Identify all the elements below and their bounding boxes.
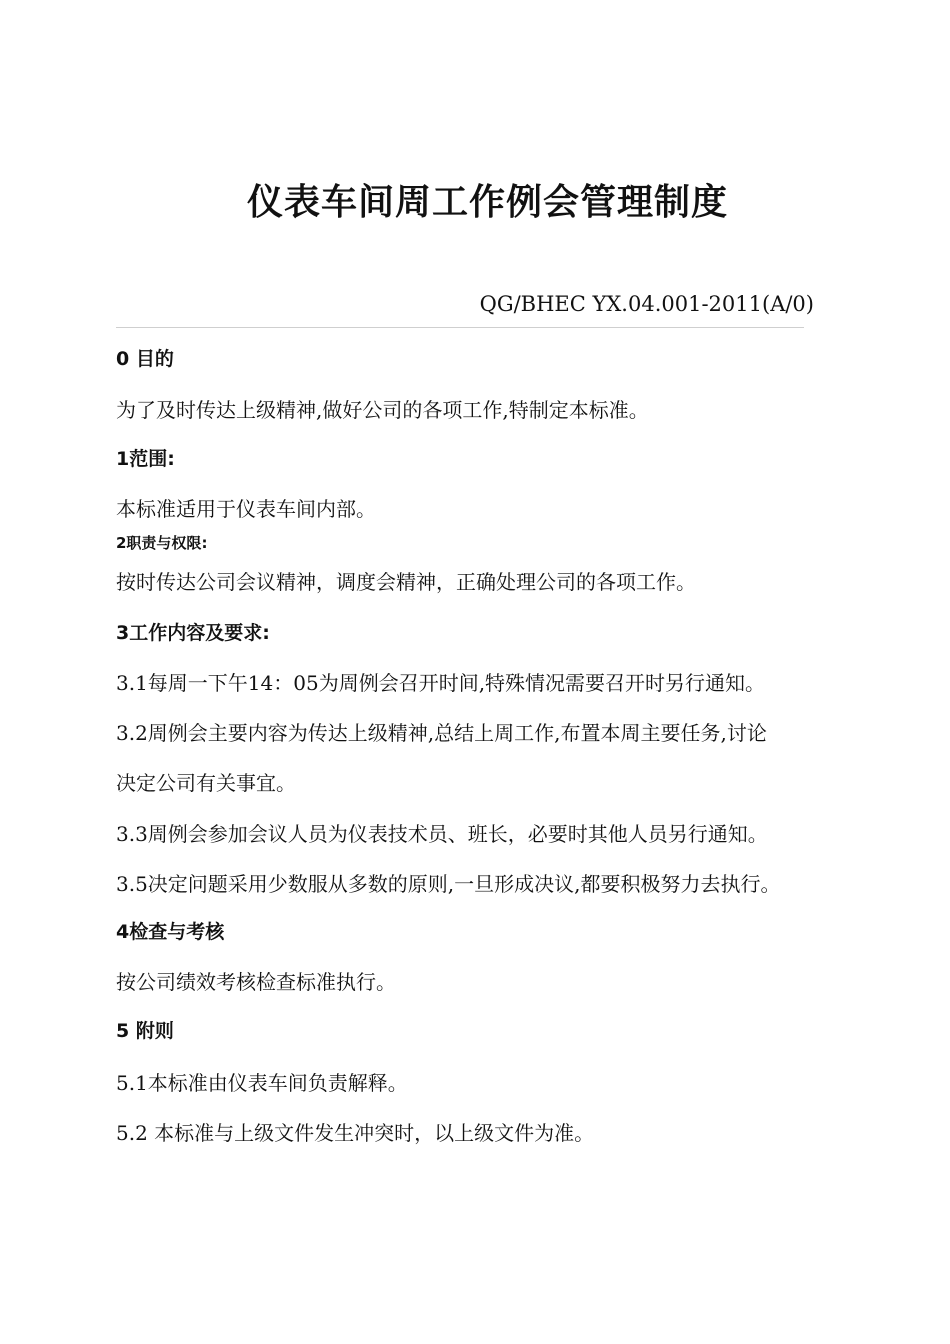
- section-heading-content: 3工作内容及要求:: [116, 622, 270, 644]
- section-heading-appendix: 5 附则: [116, 1020, 174, 1042]
- section-heading-purpose: 0 目的: [116, 348, 174, 370]
- header-divider: [116, 327, 804, 328]
- check-paragraph: 按公司绩效考核检查标准执行。: [116, 970, 396, 994]
- appendix-item-5-1: 5.1本标准由仪表车间负责解释。: [116, 1071, 408, 1095]
- content-item-3-5: 3.5决定问题采用少数服从多数的原则,一旦形成决议,都要积极努力去执行。: [116, 872, 781, 896]
- content-item-3-3: 3.3周例会参加会议人员为仪表技术员、班长，必要时其他人员另行通知。: [116, 822, 768, 846]
- section-heading-check: 4检查与考核: [116, 921, 225, 943]
- purpose-paragraph: 为了及时传达上级精神,做好公司的各项工作,特制定本标准。: [116, 398, 649, 422]
- document-title: 仪表车间周工作例会管理制度: [246, 182, 728, 224]
- content-item-3-2-line2: 决定公司有关事宜。: [116, 771, 296, 795]
- document-code: QG/BHEC YX.04.001-2011(A/0): [479, 292, 814, 316]
- section-heading-scope: 1范围:: [116, 448, 175, 470]
- appendix-item-5-2: 5.2 本标准与上级文件发生冲突时，以上级文件为准。: [116, 1121, 595, 1145]
- content-item-3-2-line1: 3.2周例会主要内容为传达上级精神,总结上周工作,布置本周主要任务,讨论: [116, 721, 767, 745]
- section-heading-duties: 2职责与权限:: [116, 534, 208, 552]
- content-item-3-1: 3.1每周一下午14：05为周例会召开时间,特殊情况需要召开时另行通知。: [116, 671, 766, 695]
- duties-paragraph: 按时传达公司会议精神，调度会精神，正确处理公司的各项工作。: [116, 570, 696, 594]
- scope-paragraph: 本标准适用于仪表车间内部。: [116, 497, 376, 521]
